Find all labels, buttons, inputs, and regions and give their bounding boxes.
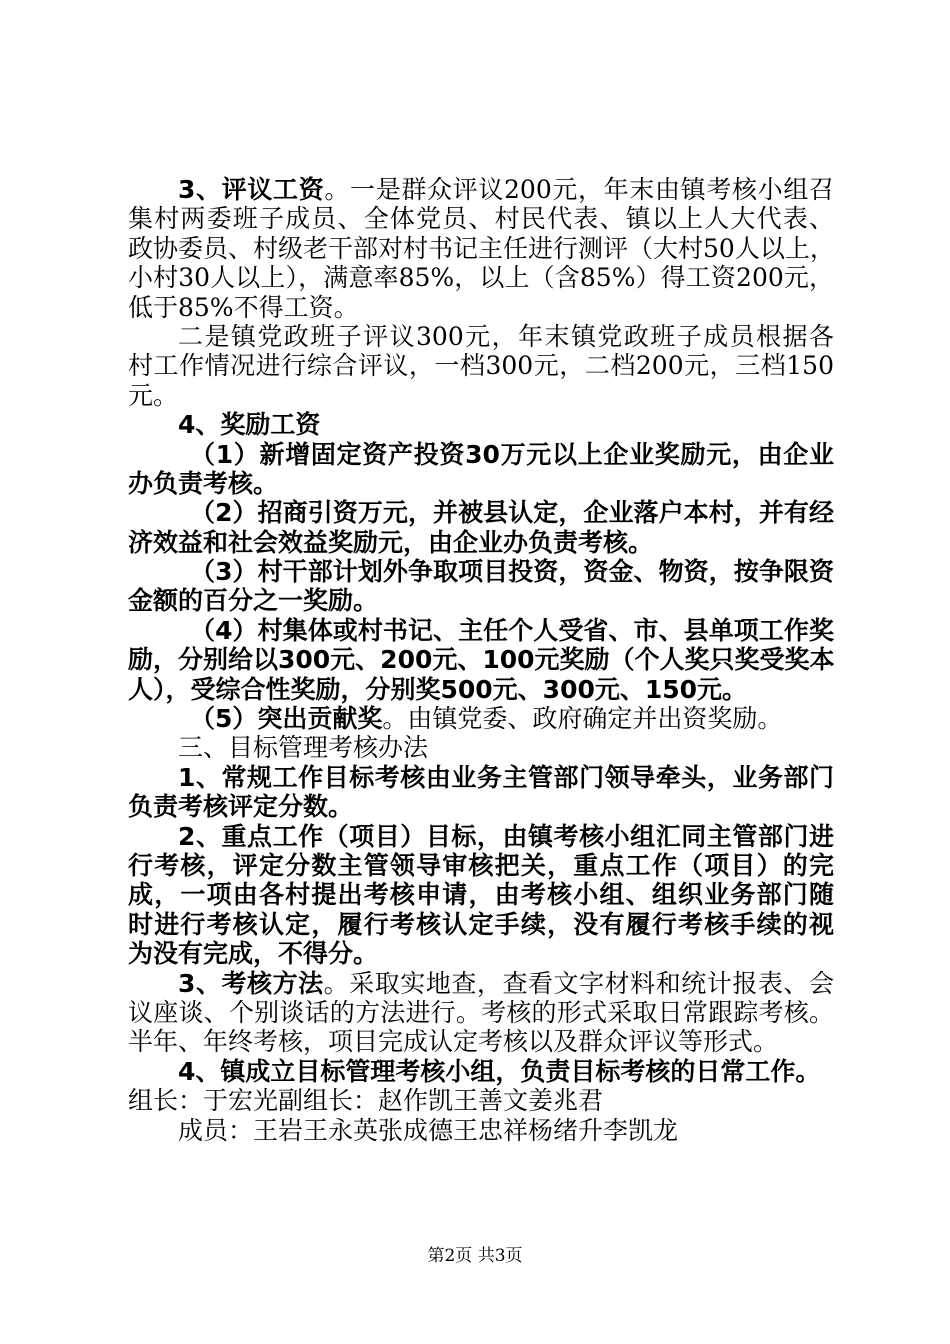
section-heading: （5）突出贡献奖 — [190, 704, 383, 734]
paragraph-line: 1、常规工作目标考核由业务主管部门领导牵头，业务部门 — [178, 762, 834, 792]
paragraph-line: 元。 — [128, 380, 179, 410]
paragraph-line: （3）村干部计划外争取项目投资，资金、物资，按争限资 — [190, 557, 834, 587]
document-body — [128, 175, 834, 1145]
paragraph-line: 负责考核评定分数。 — [128, 792, 354, 822]
paragraph-text: 。一是群众评议200元，年末由镇考核小组召 — [324, 175, 834, 204]
paragraph-line — [128, 704, 834, 733]
paragraph-line: 成，一项由各村提出考核申请，由考核小组、组织业务部门随 — [128, 880, 834, 910]
paragraph-line: 金额的百分之一奖励。 — [128, 586, 379, 616]
paragraph-line: 二是镇党政班子评议300元，年末镇党政班子成员根据各 — [178, 321, 834, 351]
paragraph-line: 励，分别给以300元、200元、100元奖励（个人奖只奖受奖本 — [128, 645, 835, 675]
section-heading: 3、考核方法 — [178, 968, 324, 998]
paragraph-line: 济效益和社会效益奖励元，由企业办负责考核。 — [128, 527, 654, 557]
paragraph-line: 议座谈、个别谈话的方法进行。考核的形式采取日常跟踪考核。 — [128, 997, 834, 1027]
paragraph-line: 4、镇成立目标管理考核小组，负责目标考核的日常工作。 — [178, 1056, 821, 1086]
paragraph-line: 村工作情况进行综合评议，一档300元，二档200元，三档150 — [128, 351, 834, 381]
paragraph-line: （1）新增固定资产投资30万元以上企业奖励元，由企业 — [190, 439, 834, 469]
paragraph-line: 低于85%不得工资。 — [128, 292, 359, 322]
section-heading: 三、目标管理考核办法 — [178, 733, 429, 763]
paragraph-line: 行考核，评定分数主管领导审核把关，重点工作（项目）的完 — [128, 850, 834, 880]
section-heading: 4、奖励工资 — [178, 410, 321, 440]
paragraph-line: 集村两委班子成员、全体党员、村民代表、镇以上人大代表、 — [128, 204, 834, 234]
paragraph-line: （2）招商引资万元，并被县认定，企业落户本村，并有经 — [190, 498, 834, 528]
paragraph-text: 。由镇党委、政府确定并出资奖励。 — [382, 704, 783, 734]
paragraph-line: 小村30人以上），满意率85%，以上（含85%）得工资200元， — [128, 263, 834, 293]
paragraph-line: 成员：王岩王永英张成德王忠祥杨绪升李凯龙 — [178, 1115, 679, 1145]
paragraph-line — [128, 969, 834, 998]
paragraph-text: 。采取实地查，查看文字材料和统计报表、会 — [323, 968, 834, 998]
paragraph-line: 为没有完成，不得分。 — [128, 939, 379, 969]
paragraph-line: 办负责考核。 — [128, 468, 279, 498]
paragraph-line: 时进行考核认定，履行考核认定手续，没有履行考核手续的视 — [128, 909, 834, 939]
paragraph-line: 组长：于宏光副组长：赵作凯王善文姜兆君 — [128, 1086, 604, 1116]
paragraph-line: 2、重点工作（项目）目标，由镇考核小组汇同主管部门进 — [178, 821, 834, 851]
paragraph-line: 政协委员、村级老干部对村书记主任进行测评（大村50人以上， — [128, 233, 835, 263]
section-heading: 3、评议工资 — [178, 175, 325, 204]
paragraph-line: 半年、年终考核，项目完成认定考核以及群众评议等形式。 — [128, 1027, 779, 1057]
paragraph-line: 人），受综合性奖励，分别奖500元、300元、150元。 — [128, 674, 748, 704]
paragraph-line: （4）村集体或村书记、主任个人受省、市、县单项工作奖 — [190, 615, 834, 645]
page-number-footer: 第2页 共3页 — [427, 1246, 523, 1266]
paragraph-line — [128, 175, 834, 204]
